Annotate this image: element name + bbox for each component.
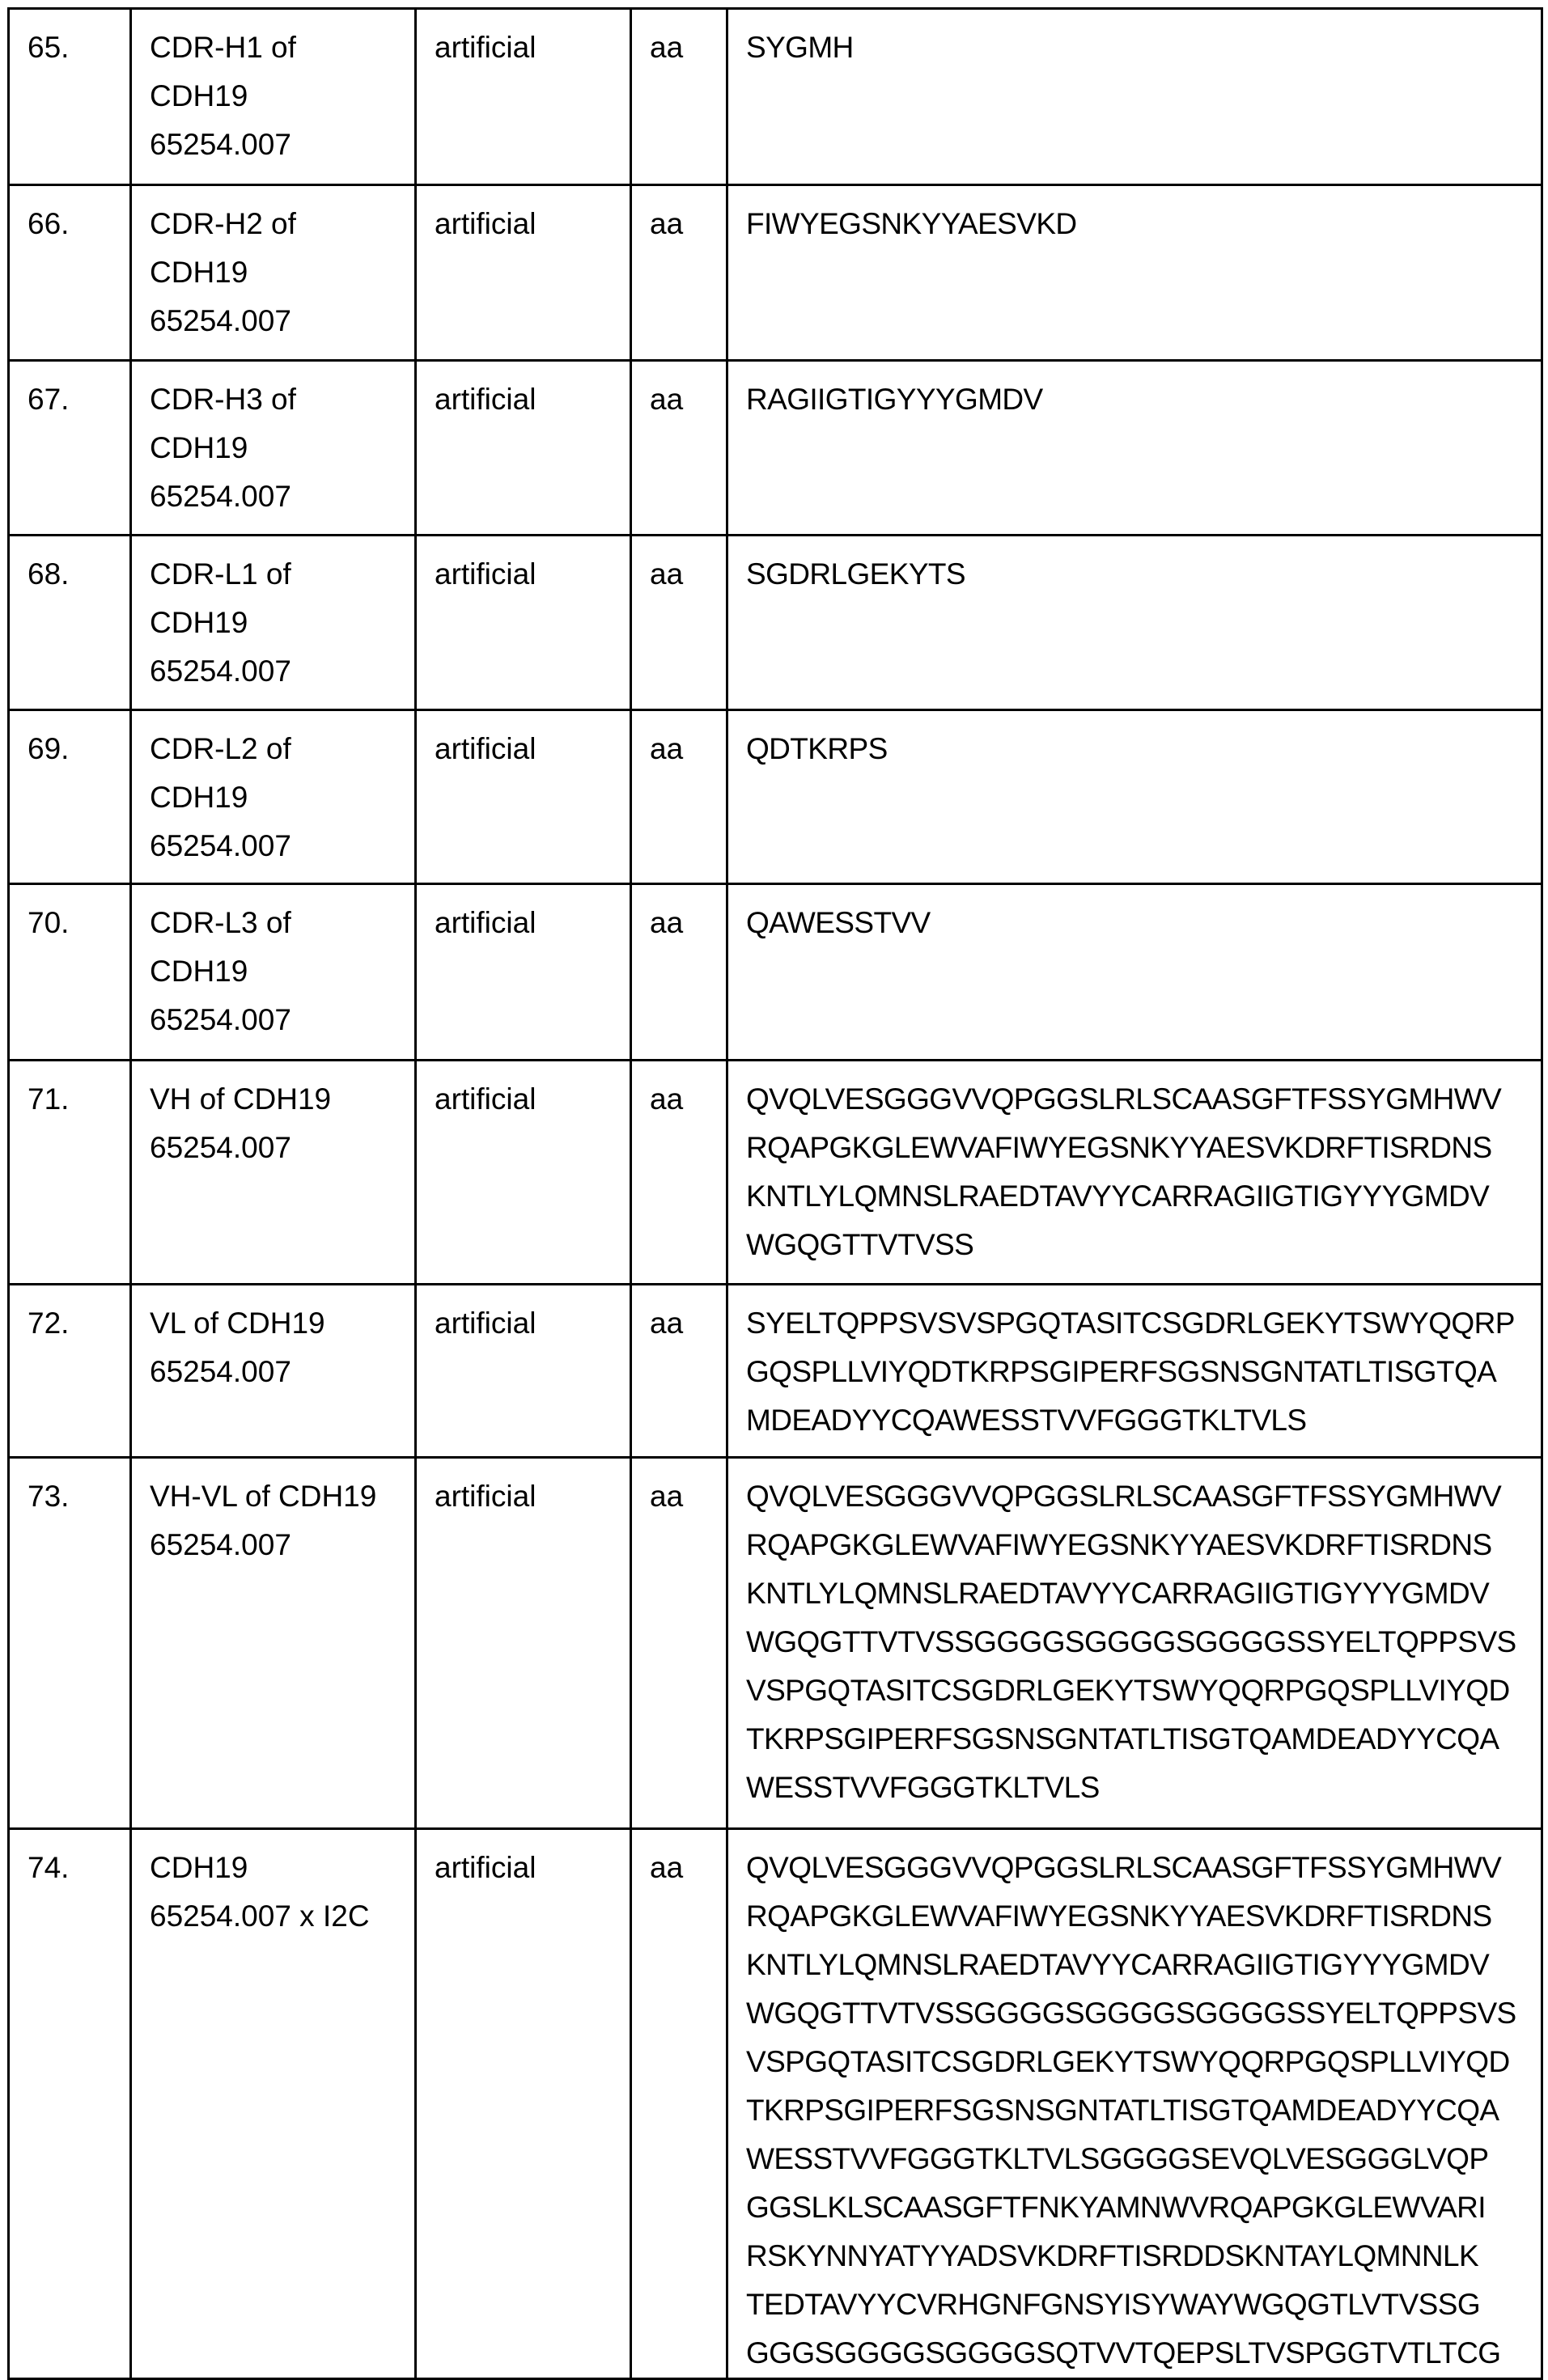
seq-type: aa [631, 536, 727, 710]
seq-type: aa [631, 1458, 727, 1829]
seq-source: artificial [416, 185, 631, 361]
seq-type: aa [631, 185, 727, 361]
seq-type: aa [631, 1285, 727, 1458]
seq-sequence: SYELTQPPSVSVSPGQTASITCSGDRLGEKYTSWYQQRP GQSPLLVIYQDTKRPSGIPERFSGSNSGNTATLTISGTQA MDEADYYCQAWESSTVVFGGGTKLTVLS [727, 1285, 1542, 1458]
seq-type: aa [631, 9, 727, 185]
table-row [9, 1829, 1542, 2379]
seq-description: CDR-H3 of CDH19 65254.007 [131, 361, 416, 536]
seq-source: artificial [416, 1285, 631, 1458]
seq-source: artificial [416, 884, 631, 1061]
seq-description: CDR-L3 of CDH19 65254.007 [131, 884, 416, 1061]
seq-sequence: QVQLVESGGGVVQPGGSLRLSCAASGFTFSSYGMHWV RQAPGKGLEWVAFIWYEGSNKYYAESVKDRFTISRDNS KNTLYLQMNSLRAEDTAVYYCARRAGIIGTIGYYYGMDV WGQGTTVTVSSGGGGSGGGGSGGGGSSYELTQPPSVS VSPGQTASITCSGDRLGEKYTSWYQQRPGQSPLLVIYQD TKRPSGIPERFSGSNSGNTATLTISGTQAMDEADYYCQA WESSTVVFGGGTKLTVLS [727, 1458, 1542, 1829]
seq-source: artificial [416, 710, 631, 884]
seq-id-number: 71. [9, 1061, 131, 1285]
seq-sequence: QAWESSTVV [727, 884, 1542, 1061]
sequence-table [7, 7, 1543, 2380]
seq-description: CDR-L2 of CDH19 65254.007 [131, 710, 416, 884]
seq-sequence: QDTKRPS [727, 710, 1542, 884]
table-row [9, 1458, 1542, 1829]
seq-type: aa [631, 884, 727, 1061]
seq-description: VL of CDH19 65254.007 [131, 1285, 416, 1458]
table-row [9, 9, 1542, 185]
seq-source: artificial [416, 1458, 631, 1829]
seq-id-number: 74. [9, 1829, 131, 2379]
seq-sequence: FIWYEGSNKYYAESVKD [727, 185, 1542, 361]
seq-source: artificial [416, 361, 631, 536]
seq-source: artificial [416, 1829, 631, 2379]
table-row [9, 1285, 1542, 1458]
seq-description: CDR-L1 of CDH19 65254.007 [131, 536, 416, 710]
seq-id-number: 72. [9, 1285, 131, 1458]
seq-id-number: 67. [9, 361, 131, 536]
sequence-table-body [9, 9, 1542, 2379]
table-row [9, 361, 1542, 536]
seq-sequence: SYGMH [727, 9, 1542, 185]
table-row [9, 185, 1542, 361]
seq-id-number: 73. [9, 1458, 131, 1829]
seq-id-number: 70. [9, 884, 131, 1061]
table-row [9, 1061, 1542, 1285]
seq-sequence: RAGIIGTIGYYYGMDV [727, 361, 1542, 536]
seq-description: CDR-H2 of CDH19 65254.007 [131, 185, 416, 361]
seq-source: artificial [416, 536, 631, 710]
seq-sequence: QVQLVESGGGVVQPGGSLRLSCAASGFTFSSYGMHWV RQAPGKGLEWVAFIWYEGSNKYYAESVKDRFTISRDNS KNTLYLQMNSLRAEDTAVYYCARRAGIIGTIGYYYGMDV WGQGTTVTVSSGGGGSGGGGSGGGGSSYELTQPPSVS VSPGQTASITCSGDRLGEKYTSWYQQRPGQSPLLVIYQD TKRPSGIPERFSGSNSGNTATLTISGTQAMDEADYYCQA WESSTVVFGGGTKLTVLSGGGGSEVQLVESGGGLVQP GGSLKLSCAASGFTFNKYAMNWVRQAPGKGLEWVARI RSKYNNYATYYADSVKDRFTISRDDSKNTAYLQMNNLK TEDTAVYYCVRHGNFGNSYISYWAYWGQGTLVTVSSG GGGSGGGGSGGGGSQTVVTQEPSLTVSPGGTVTLTCG [727, 1829, 1542, 2379]
seq-type: aa [631, 710, 727, 884]
seq-id-number: 65. [9, 9, 131, 185]
seq-description: CDH19 65254.007 x I2C [131, 1829, 416, 2379]
seq-id-number: 66. [9, 185, 131, 361]
seq-type: aa [631, 1829, 727, 2379]
seq-id-number: 69. [9, 710, 131, 884]
seq-sequence: QVQLVESGGGVVQPGGSLRLSCAASGFTFSSYGMHWV RQAPGKGLEWVAFIWYEGSNKYYAESVKDRFTISRDNS KNTLYLQMNSLRAEDTAVYYCARRAGIIGTIGYYYGMDV WGQGTTVTVSS [727, 1061, 1542, 1285]
table-row [9, 710, 1542, 884]
seq-description: CDR-H1 of CDH19 65254.007 [131, 9, 416, 185]
seq-description: VH-VL of CDH19 65254.007 [131, 1458, 416, 1829]
seq-description: VH of CDH19 65254.007 [131, 1061, 416, 1285]
seq-source: artificial [416, 9, 631, 185]
seq-type: aa [631, 1061, 727, 1285]
seq-source: artificial [416, 1061, 631, 1285]
seq-id-number: 68. [9, 536, 131, 710]
table-row [9, 884, 1542, 1061]
seq-sequence: SGDRLGEKYTS [727, 536, 1542, 710]
seq-type: aa [631, 361, 727, 536]
table-row [9, 536, 1542, 710]
